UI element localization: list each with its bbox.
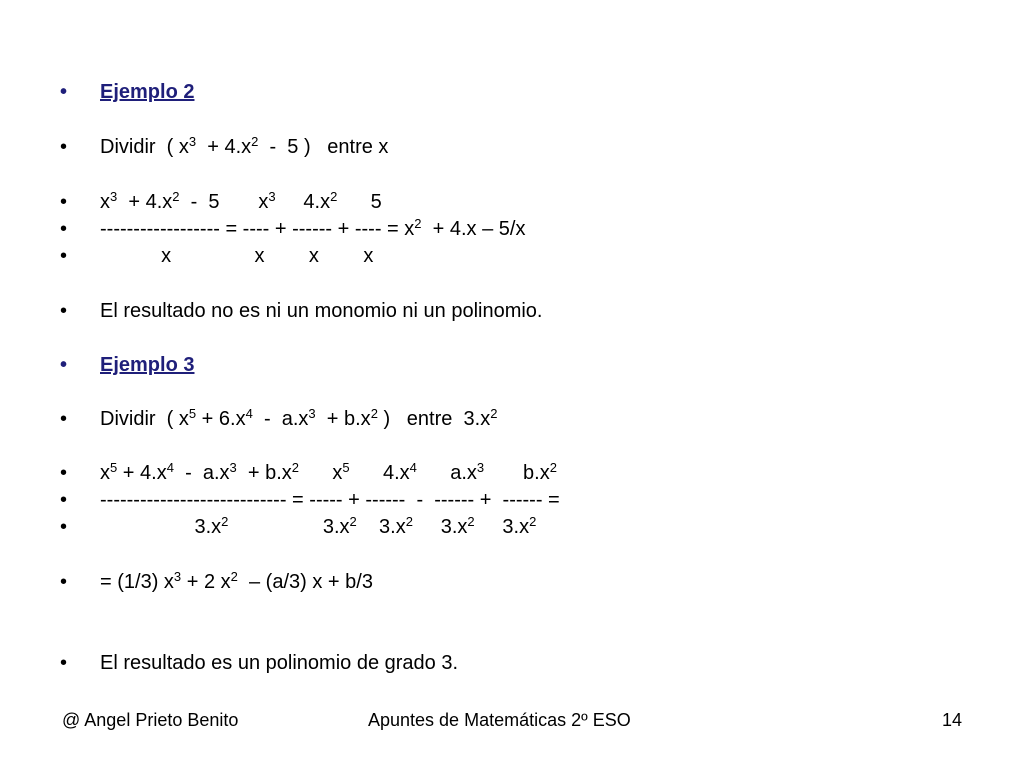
bullet-text: $3.x^2$ $3.x^2$ $3.x^2$ $3.x^2$ $3.x^2$ bbox=[100, 514, 537, 538]
bullet-marker: • bbox=[60, 245, 68, 267]
footer-page-number: 14 bbox=[942, 710, 963, 730]
bullet-marker: • bbox=[60, 462, 68, 484]
bullet-text: $x^3 + 4.x^2 - 5$ $x^3$ $4.x^2$ 5 bbox=[100, 189, 382, 213]
bullet-marker: • bbox=[60, 652, 68, 674]
bullet-text: $x^5 + 4.x^4 - a.x^3 + b.x^2$ $x^5$ $4.x^4$ $a.x^3$ $b.x^2$ bbox=[100, 460, 557, 484]
bullet-marker: • bbox=[60, 408, 68, 430]
bullet-marker: • bbox=[60, 191, 68, 213]
bullet-text: Dividir ( $x^3 + 4.x^2 - 5$ ) entre x bbox=[100, 134, 389, 158]
bullet-text: ---------------------------- = ----- + ------ - ------ + ------ = bbox=[100, 489, 560, 511]
bullet-marker: • bbox=[60, 354, 68, 376]
bullet-text: = (1/3) $x^3 + 2$ $x^2 - (a/3) x + b/3$ bbox=[100, 569, 373, 593]
heading-text: Ejemplo 3 bbox=[100, 354, 195, 376]
bullet-text: Dividir ( $x^5 + 6.x^4 - a.x^3 + b.x^2$ ) entre $3.x^2$ bbox=[100, 406, 498, 430]
bullet-marker: • bbox=[60, 300, 68, 322]
bullet-marker: • bbox=[60, 81, 68, 103]
footer-author: @ Angel Prieto Benito bbox=[62, 710, 239, 730]
bullet-text: x x x x bbox=[100, 245, 374, 267]
footer-course: Apuntes de Matemáticas 2º ESO bbox=[368, 710, 631, 730]
bullet-marker: • bbox=[60, 136, 68, 158]
bullet-marker: • bbox=[60, 571, 68, 593]
bullet-text: ------------------ = ---- + ------ + ---- = $x^2 + 4.x - 5/x$ bbox=[100, 216, 526, 240]
heading-text: Ejemplo 2 bbox=[100, 81, 195, 103]
bullet-text: El resultado es un polinomio de grado 3. bbox=[100, 652, 459, 674]
bullet-marker: • bbox=[60, 516, 68, 538]
bullet-marker: • bbox=[60, 489, 68, 511]
bullet-text: El resultado no es ni un monomio ni un polinomio. bbox=[100, 300, 543, 322]
bullet-marker: • bbox=[60, 218, 68, 240]
